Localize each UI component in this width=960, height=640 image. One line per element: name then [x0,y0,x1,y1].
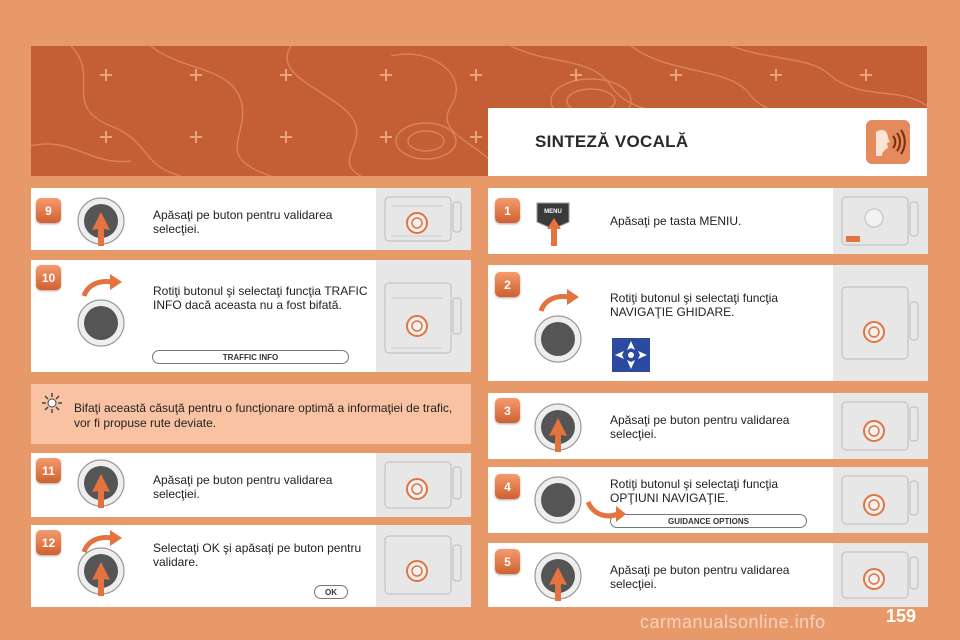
step-badge-11: 11 [36,458,61,483]
step-badge-12: 12 [36,530,61,555]
step-10-text: Rotiţi butonul şi selectaţi funcţia TRAFIC INFO dacă aceasta nu a fost bifată. [153,284,368,312]
radio-panel-drawing [379,531,469,601]
step-9-text: Apăsaţi pe buton pentru validarea selecţiei. [153,208,333,236]
step-1-text: Apăsaţi pe tasta MENIU. [610,214,742,228]
rotate-arrow-icon [537,287,581,313]
step-badge-9: 9 [36,198,61,223]
step-4-text: Rotiţi butonul şi selectaţi funcţia OPŢIUNI NAVIGAŢIE. [610,477,779,505]
tip-box [31,384,471,444]
step-3-text: Apăsaţi pe buton pentru validarea selecţiei. [610,413,790,441]
tip-text: Bifaţi această căsuţă pentru o funcţionare optimă a informaţiei de trafic, vor fi propuse rute deviate. [74,401,453,430]
sun-tip-icon [41,392,63,414]
page-number: 159 [886,606,917,626]
rotate-knob-icon [533,314,583,364]
press-knob-icon [533,402,583,452]
title-box [488,108,927,176]
radio-panel-drawing [836,282,926,370]
guidance-options-label: GUIDANCE OPTIONS [610,514,807,528]
navigation-guidance-icon [612,338,650,372]
step-11-text: Apăsaţi pe buton pentru validarea selecţiei. [153,473,333,501]
radio-panel-drawing [836,471,926,529]
radio-panel-drawing [836,397,926,455]
step-5-text: Apăsaţi pe buton pentru validarea selecţiei. [610,563,790,591]
radio-panel-drawing [836,192,926,250]
rotate-knob-icon [76,298,126,348]
radio-panel-drawing [379,457,469,513]
voice-synthesis-icon [866,120,910,164]
step-2-text: Rotiţi butonul şi selectaţi funcţia NAVIGAŢIE GHIDARE. [610,291,779,319]
ok-label: OK [314,585,348,599]
step-badge-3: 3 [495,398,520,423]
press-knob-icon [76,458,126,508]
step-badge-10: 10 [36,265,61,290]
radio-panel-drawing [836,547,926,603]
menu-button-label: MENU [544,209,562,215]
step-badge-5: 5 [495,549,520,574]
watermark: carmanualsonline.info [640,612,826,632]
step-badge-2: 2 [495,272,520,297]
press-arrow-icon [547,218,561,246]
step-12-text: Selectaţi OK şi apăsaţi pe buton pentru validare. [153,541,362,569]
rotate-knob-icon [533,475,583,525]
radio-panel-drawing [379,192,469,246]
radio-panel-drawing [379,278,469,364]
traffic-info-label: TRAFFIC INFO [152,350,349,364]
step-badge-4: 4 [495,474,520,499]
step-badge-1: 1 [495,198,520,223]
rotate-arrow-icon [80,272,124,298]
press-knob-icon [533,551,583,601]
rotate-arrow-icon [584,498,628,524]
rotate-arrow-icon [80,528,124,554]
page-title: SINTEZĂ VOCALĂ [535,132,689,151]
press-knob-icon [76,196,126,246]
